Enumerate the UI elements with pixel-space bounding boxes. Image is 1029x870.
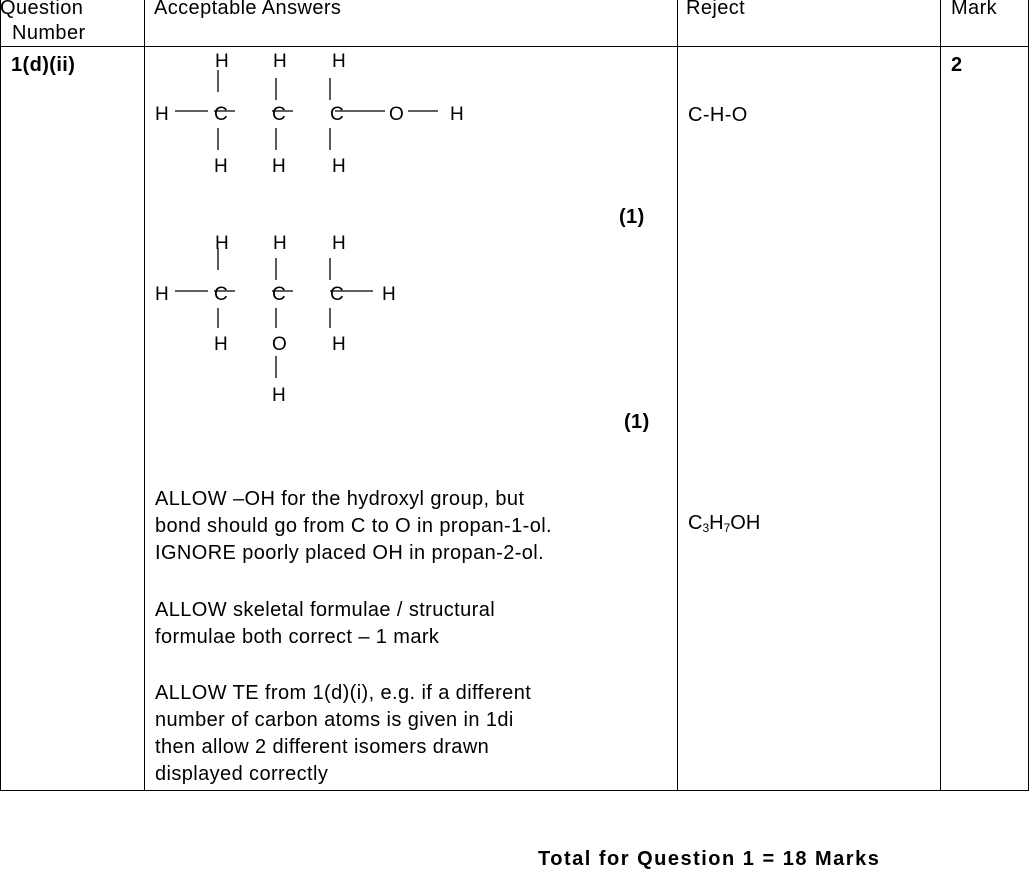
s1-chain-c-1: C [214,104,228,125]
reject-item-2-h: H [709,512,724,534]
note-hydroxyl-line-1: ALLOW –OH for the hydroxyl group, but [155,488,525,510]
column-divider-2 [677,0,678,791]
reject-item-2-oh: OH [730,512,761,534]
s1-chain-h-left: H [155,104,169,125]
header-acceptable-answers: Acceptable Answers [154,0,342,19]
header-question-number-line-2: Number [12,22,86,44]
reject-item-2-c-sub: 3 [702,521,710,535]
s2-chain-c-1: C [214,284,228,305]
note-te-line-3: then allow 2 different isomers drawn [155,736,490,758]
note-skeletal-line-2: formulae both correct – 1 mark [155,626,440,648]
s2-chain-c-3: C [330,284,344,305]
column-divider-1 [144,0,145,791]
header-mark: Mark [951,0,998,19]
s1-chain-o: O [389,104,404,125]
s1-bottom-h-2: H [272,156,286,177]
s2-oh-h: H [272,385,286,406]
s2-top-h-1: H [215,233,229,254]
table-header-bottom-border [0,46,1029,47]
note-te-line-4: displayed correctly [155,763,329,785]
propan-1-ol-structure [150,48,480,183]
note-te [155,680,531,788]
note-skeletal-line-1: ALLOW skeletal formulae / structural [155,599,496,621]
structure-2-mark-label: (1) [624,411,650,433]
s1-bottom-h-3: H [332,156,346,177]
s2-bottom-o: O [272,334,287,355]
reject-item-2 [688,512,760,534]
note-te-line-2: number of carbon atoms is given in 1di [155,709,514,731]
reject-item-2-c: C [688,512,703,534]
table-bottom-border [0,790,1029,791]
header-question-number-line-1: Question [0,0,84,19]
structure-1-mark-label: (1) [619,206,645,228]
note-hydroxyl-line-2: bond should go from C to O in propan-1-ol. [155,515,553,537]
question-number: 1(d)(ii) [11,54,76,76]
s1-bottom-h-1: H [214,156,228,177]
s2-bottom-h-3: H [332,334,346,355]
note-skeletal [155,597,495,651]
mark-value: 2 [951,54,963,76]
s2-top-h-3: H [332,233,346,254]
s1-chain-h-right: H [450,104,464,125]
note-te-line-1: ALLOW TE from 1(d)(i), e.g. if a different [155,682,532,704]
s1-top-h-3: H [332,51,346,72]
column-divider-3 [940,0,941,791]
s1-chain-c-3: C [330,104,344,125]
propan-2-ol-structure [150,228,480,406]
header-reject: Reject [686,0,746,19]
s1-top-h-2: H [273,51,287,72]
s1-chain-c-2: C [272,104,286,125]
s1-top-h-1: H [215,51,229,72]
reject-item-1: C-H-O [688,104,748,126]
note-hydroxyl-line-3: IGNORE poorly placed OH in propan-2-ol. [155,542,545,564]
s2-chain-h-left: H [155,284,169,305]
s2-bottom-h-1: H [214,334,228,355]
s2-chain-h-right: H [382,284,396,305]
total-marks: Total for Question 1 = 18 Marks [538,848,881,870]
s2-chain-c-2: C [272,284,286,305]
note-hydroxyl [155,486,552,567]
table-left-border [0,0,1,791]
s2-top-h-2: H [273,233,287,254]
reject-item-2-h-sub: 7 [723,521,731,535]
